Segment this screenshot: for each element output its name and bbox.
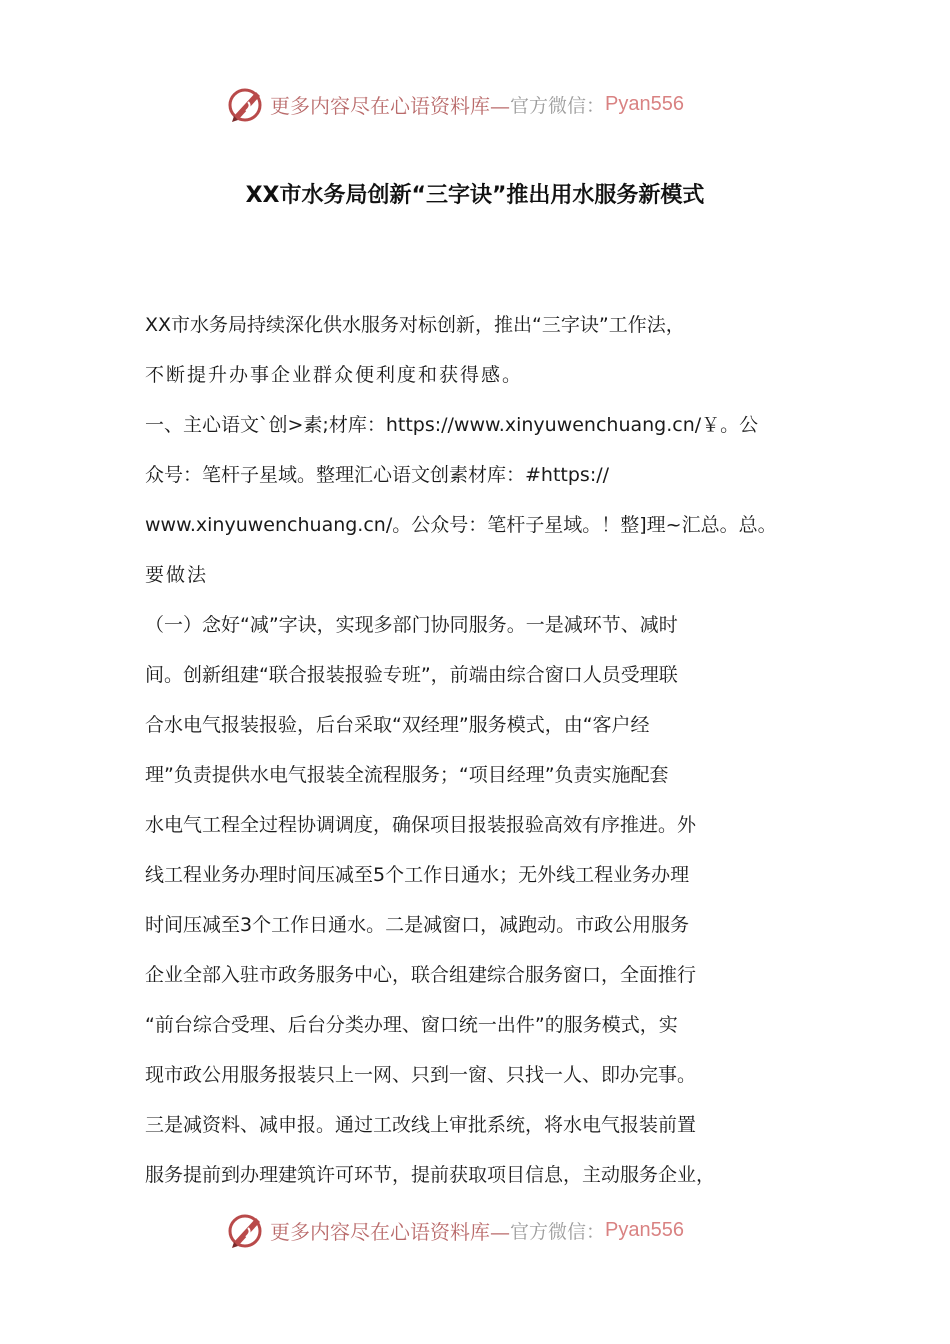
banner-wechat-label: 官方微信： — [510, 1220, 606, 1243]
banner-wechat-id: Pyan556 — [605, 92, 684, 115]
body-line: 线工程业务办理时间压减至5个工作日通水；无外线工程业务办理 — [145, 864, 690, 886]
body-line: 水电气工程全过程协调调度，确保项目报装报验高效有序推进。外 — [145, 814, 697, 836]
body-line: 现市政公用服务报装只上一网、只到一窗、只找一人、即办完事。 — [145, 1064, 697, 1086]
body-line: （一）念好“减”字诀，实现多部门协同服务。一是减环节、减时 — [145, 614, 678, 636]
banner-text: 更多内容尽在心语资料库— — [270, 1219, 510, 1244]
banner-wechat-id: Pyan556 — [605, 1218, 684, 1241]
body-line: www.xinyuwenchuang.cn/。公众号：笔杆子星域。！整]理~汇总。总。 — [145, 514, 777, 536]
body-line: 合水电气报装报验，后台采取“双经理”服务模式，由“客户经 — [145, 714, 650, 736]
pen-logo-icon — [226, 84, 266, 124]
banner-wechat-label: 官方微信： — [510, 94, 606, 117]
body-line: 众号：笔杆子星域。整理汇心语文创素材库：#https:// — [145, 464, 610, 486]
body-line: 间。创新组建“联合报装报验专班”，前端由综合窗口人员受理联 — [145, 664, 678, 686]
body-line: 不断提升办事企业群众便利度和获得感。 — [145, 364, 524, 386]
banner-text: 更多内容尽在心语资料库— — [270, 93, 510, 118]
body-line: “前台综合受理、后台分类办理、窗口统一出件”的服务模式，实 — [145, 1014, 678, 1036]
document-title: XX市水务局创新“三字诀”推出用水服务新模式 — [245, 183, 705, 208]
body-line: 三是减资料、减申报。通过工改线上审批系统，将水电气报装前置 — [145, 1114, 697, 1136]
body-line: 企业全部入驻市政务服务中心，联合组建综合服务窗口，全面推行 — [145, 964, 697, 986]
body-line: XX市水务局持续深化供水服务对标创新，推出“三字诀”工作法， — [145, 314, 685, 336]
header-banner — [0, 80, 950, 128]
body-line: 一、主心语文`创>素;材库：https://www.xinyuwenchuang.cn/￥。公 — [145, 414, 759, 436]
body-line: 服务提前到办理建筑许可环节，提前获取项目信息，主动服务企业， — [145, 1164, 716, 1186]
pen-logo-icon — [226, 1210, 266, 1250]
footer-banner — [0, 1206, 950, 1254]
body-line: 理”负责提供水电气报装全流程服务；“项目经理”负责实施配套 — [145, 764, 669, 786]
document-body — [145, 300, 810, 1200]
body-line: 时间压减至3个工作日通水。二是减窗口，减跑动。市政公用服务 — [145, 914, 690, 936]
body-line: 要做法 — [145, 564, 209, 586]
